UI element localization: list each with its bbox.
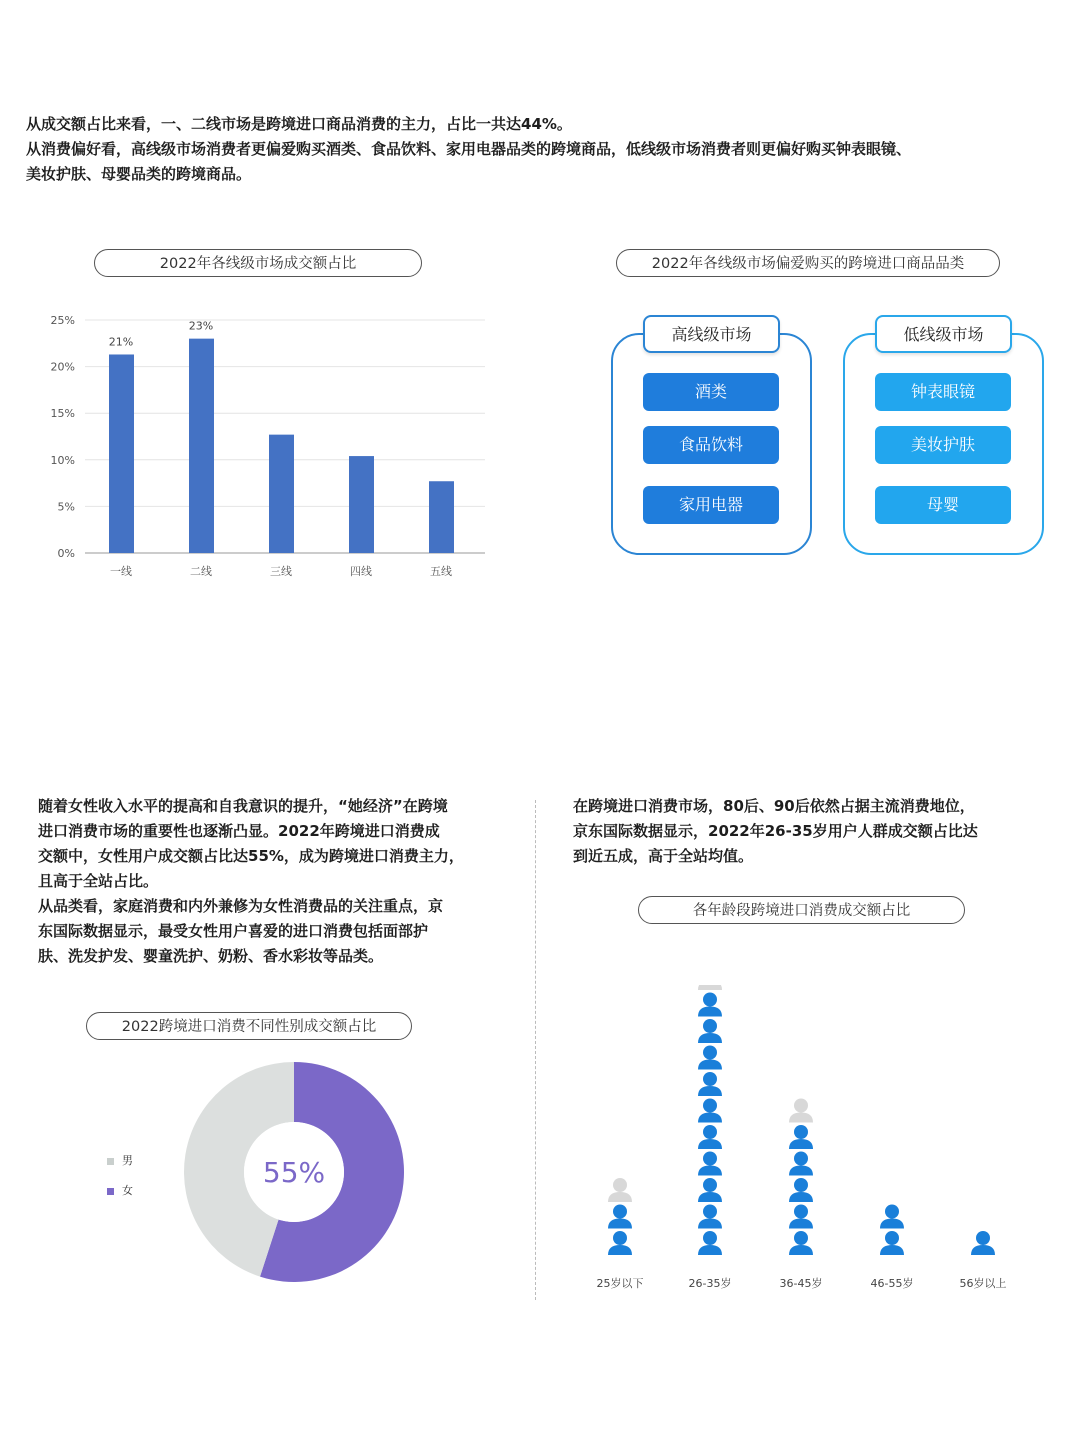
intro-text <box>26 112 1066 187</box>
y-tick-label: 0% <box>57 547 75 560</box>
y-tick-label: 15% <box>50 407 75 421</box>
donut-center-label: 55% <box>262 1156 326 1189</box>
person-body <box>789 1166 813 1176</box>
y-tick-label: 25% <box>50 314 75 327</box>
intro-line-2: 从消费偏好看，高线级市场消费者更偏爱购买酒类、食品饮料、家用电器品类的跨境商品，低线级市场消费者则更偏好购买钟表眼镜、 <box>26 140 912 158</box>
category-home-appliance: 家用电器 <box>643 486 779 524</box>
x-tick-label: 一线 <box>110 565 132 578</box>
person-head <box>794 1231 808 1245</box>
bar-2 <box>189 339 214 553</box>
person-body <box>971 1245 995 1255</box>
legend-female <box>107 1182 133 1198</box>
legend-male-swatch <box>107 1158 114 1165</box>
person-head <box>703 993 717 1007</box>
person-icon <box>698 1099 722 1123</box>
section-divider <box>535 800 536 1300</box>
person-icon-partial <box>608 1178 632 1202</box>
person-body <box>608 1192 632 1202</box>
person-head <box>703 1178 717 1192</box>
person-icon <box>698 993 722 1017</box>
person-icon <box>880 1231 904 1255</box>
person-head <box>703 1046 717 1060</box>
person-body <box>698 1086 722 1096</box>
female-line-2: 进口消费市场的重要性也逐渐凸显。2022年跨境进口消费成 <box>38 822 440 840</box>
female-line-4: 且高于全站占比。 <box>38 872 159 890</box>
person-head <box>794 1125 808 1139</box>
legend-male-label: 男 <box>122 1154 133 1167</box>
female-line-7: 肤、洗发护发、婴童洗护、奶粉、香水彩妆等品类。 <box>38 947 384 965</box>
person-icon <box>698 1019 722 1043</box>
person-head <box>794 1152 808 1166</box>
person-head <box>794 1205 808 1219</box>
gender-chart-title: 2022跨境进口消费不同性别成交额占比 <box>86 1012 412 1040</box>
bar-5 <box>429 481 454 553</box>
person-icon <box>789 1205 813 1229</box>
person-icon <box>789 1125 813 1149</box>
person-icon <box>698 1178 722 1202</box>
person-body <box>698 1033 722 1043</box>
gender-donut-chart <box>180 1058 408 1286</box>
person-head <box>703 1205 717 1219</box>
person-head <box>794 1178 808 1192</box>
x-tick-label: 二线 <box>190 565 212 578</box>
intro-line-3: 美妆护肤、母婴品类的跨境商品。 <box>26 165 252 183</box>
age-category-label: 36-45岁 <box>779 1277 823 1290</box>
high-tier-title: 高线级市场 <box>643 315 780 353</box>
bar-4 <box>349 456 374 553</box>
x-tick-label: 四线 <box>350 565 372 578</box>
person-body <box>789 1139 813 1149</box>
person-body <box>698 985 722 990</box>
age-category-label: 56岁以上 <box>959 1277 1007 1290</box>
person-body <box>698 1166 722 1176</box>
category-watches-glasses: 钟表眼镜 <box>875 373 1011 411</box>
y-tick-label: 20% <box>50 360 75 374</box>
person-head <box>703 1152 717 1166</box>
chart1-title: 2022年各线级市场成交额占比 <box>94 249 422 277</box>
person-body <box>880 1245 904 1255</box>
person-body <box>698 1113 722 1123</box>
age-line-1: 在跨境进口消费市场，80后、90后依然占据主流消费地位， <box>573 797 975 815</box>
age-text <box>573 794 1053 869</box>
person-icon <box>698 1125 722 1149</box>
category-food-drink: 食品饮料 <box>643 426 779 464</box>
category-liquor: 酒类 <box>643 373 779 411</box>
low-tier-title: 低线级市场 <box>875 315 1012 353</box>
person-body <box>789 1245 813 1255</box>
person-icon <box>789 1152 813 1176</box>
person-icon <box>789 1231 813 1255</box>
x-tick-label: 三线 <box>270 565 292 578</box>
category-beauty-skincare: 美妆护肤 <box>875 426 1011 464</box>
legend-female-swatch <box>107 1188 114 1195</box>
person-head <box>613 1178 627 1192</box>
person-icon <box>971 1231 995 1255</box>
intro-line-1: 从成交额占比来看，一、二线市场是跨境进口商品消费的主力，占比一共达44%。 <box>26 115 572 133</box>
person-icon <box>698 1046 722 1070</box>
age-category-label: 46-55岁 <box>870 1277 914 1290</box>
person-body <box>789 1219 813 1229</box>
person-icon-partial <box>789 1099 813 1123</box>
person-icon <box>608 1205 632 1229</box>
person-icon <box>698 1152 722 1176</box>
female-line-3: 交额中，女性用户成交额占比达55%，成为跨境进口消费主力， <box>38 847 464 865</box>
person-body <box>698 1007 722 1017</box>
age-line-3: 到近五成，高于全站均值。 <box>573 847 754 865</box>
legend-female-label: 女 <box>122 1184 133 1197</box>
data-label: 21% <box>108 335 134 349</box>
person-icon <box>880 1205 904 1229</box>
category-mother-baby: 母婴 <box>875 486 1011 524</box>
person-head <box>703 1019 717 1033</box>
category-panel-title: 2022年各线级市场偏爱购买的跨境进口商品品类 <box>616 249 1000 277</box>
person-body <box>880 1219 904 1229</box>
person-head <box>794 1099 808 1113</box>
x-tick-label: 五线 <box>430 565 452 578</box>
person-body <box>789 1113 813 1123</box>
person-head <box>703 1099 717 1113</box>
age-category-label: 25岁以下 <box>596 1277 644 1290</box>
person-body <box>789 1192 813 1202</box>
data-label: 23% <box>188 319 214 333</box>
age-category-label: 26-35岁 <box>688 1277 732 1290</box>
person-body <box>698 1219 722 1229</box>
gender-legend <box>107 1152 133 1198</box>
female-line-5: 从品类看，家庭消费和内外兼修为女性消费品的关注重点，京 <box>38 897 444 915</box>
person-icon <box>698 1072 722 1096</box>
person-icon <box>698 1205 722 1229</box>
person-body <box>608 1219 632 1229</box>
person-head <box>703 1125 717 1139</box>
person-icon <box>608 1231 632 1255</box>
age-line-2: 京东国际数据显示，2022年26-35岁用户人群成交额占比达 <box>573 822 978 840</box>
bar-1 <box>109 354 134 553</box>
person-icon <box>789 1178 813 1202</box>
person-head <box>613 1231 627 1245</box>
female-line-6: 东国际数据显示，最受女性用户喜爱的进口消费包括面部护 <box>38 922 429 940</box>
age-pictogram-chart <box>560 985 1040 1295</box>
age-chart-title: 各年龄段跨境进口消费成交额占比 <box>638 896 965 924</box>
female-text <box>38 794 518 969</box>
person-body <box>698 1060 722 1070</box>
bar-3 <box>269 435 294 553</box>
y-tick-label: 10% <box>50 453 75 467</box>
person-icon <box>698 1231 722 1255</box>
person-head <box>703 1072 717 1086</box>
tier-market-bar-chart <box>40 305 500 590</box>
person-body <box>698 1192 722 1202</box>
person-head <box>703 1231 717 1245</box>
person-body <box>698 1245 722 1255</box>
person-body <box>608 1245 632 1255</box>
person-head <box>885 1231 899 1245</box>
person-head <box>613 1205 627 1219</box>
female-line-1: 随着女性收入水平的提高和自我意识的提升，“她经济”在跨境 <box>38 797 448 815</box>
person-head <box>976 1231 990 1245</box>
person-icon-partial <box>698 985 722 990</box>
person-body <box>698 1139 722 1149</box>
legend-male <box>107 1152 133 1168</box>
y-tick-label: 5% <box>57 500 75 514</box>
person-head <box>885 1205 899 1219</box>
